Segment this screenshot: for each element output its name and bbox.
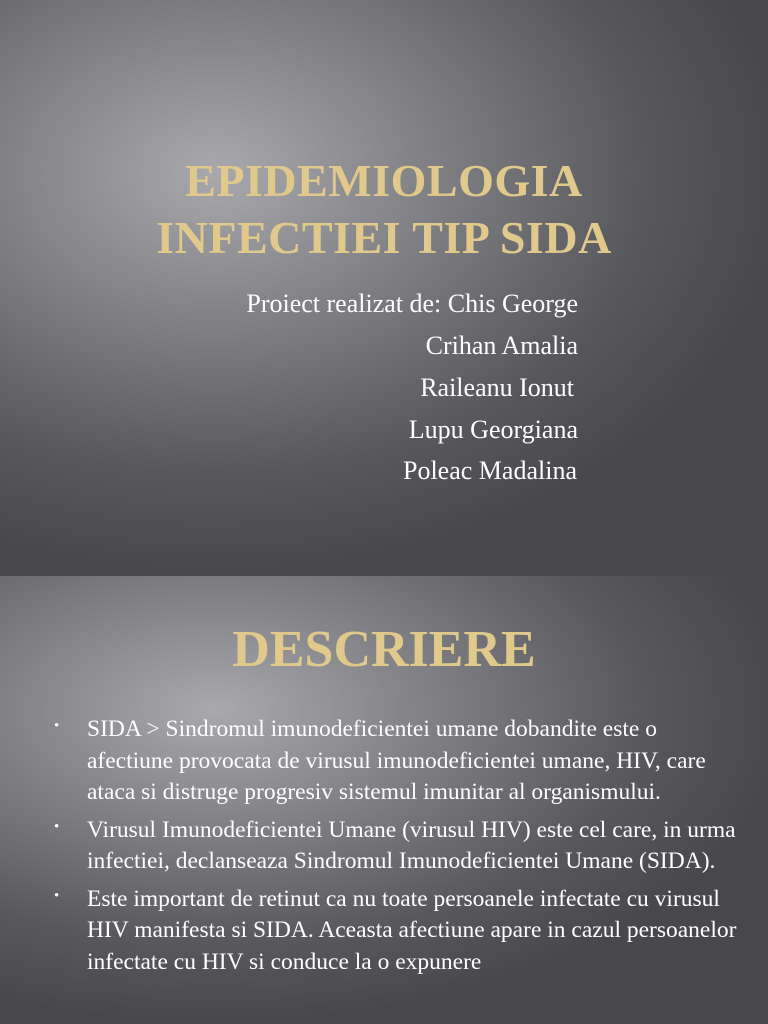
bullet-item <box>52 884 742 979</box>
bullet-icon: • <box>54 718 60 734</box>
bullet-list <box>52 714 742 984</box>
bullet-item <box>52 714 742 809</box>
bullet-icon: • <box>54 818 60 835</box>
presentation-title <box>0 152 768 266</box>
title-line-1: EPIDEMIOLOGIA <box>185 155 583 206</box>
slide-description <box>0 576 768 1024</box>
author-name: Poleac Madalina <box>403 456 577 485</box>
bullet-text: Este important de retinut ca nu toate persoanele infectate cu virusul HIV manifesta si SIDA. Aceasta afectiune apare in cazul persoanelor infectate cu HIV si conduce la o expunere <box>87 885 737 975</box>
bullet-text: Virusul Imunodeficientei Umane (virusul HIV) este cel care, in urma infectiei, declanseaza Sindromul Imunodeficientei Umane (SIDA). <box>87 816 736 874</box>
author-name: Lupu Georgiana <box>408 415 578 444</box>
author-name: Crihan Amalia <box>425 331 578 360</box>
slide-heading: DESCRIERE <box>232 621 536 678</box>
bullet-icon: • <box>54 887 60 904</box>
bullet-text: SIDA > Sindromul imunodeficientei umane dobandite este o afectiune provocata de virusul imunodeficientei umane, HIV, care ataca si distruge progresiv sistemul imunitar al organismului. <box>87 716 706 805</box>
bullet-item <box>52 815 742 878</box>
title-line-2: INFECTIEI TIP SIDA <box>156 212 612 263</box>
author-line: Proiect realizat de: Chis George <box>246 289 578 318</box>
author-name: Raileanu Ionut <box>420 373 574 402</box>
